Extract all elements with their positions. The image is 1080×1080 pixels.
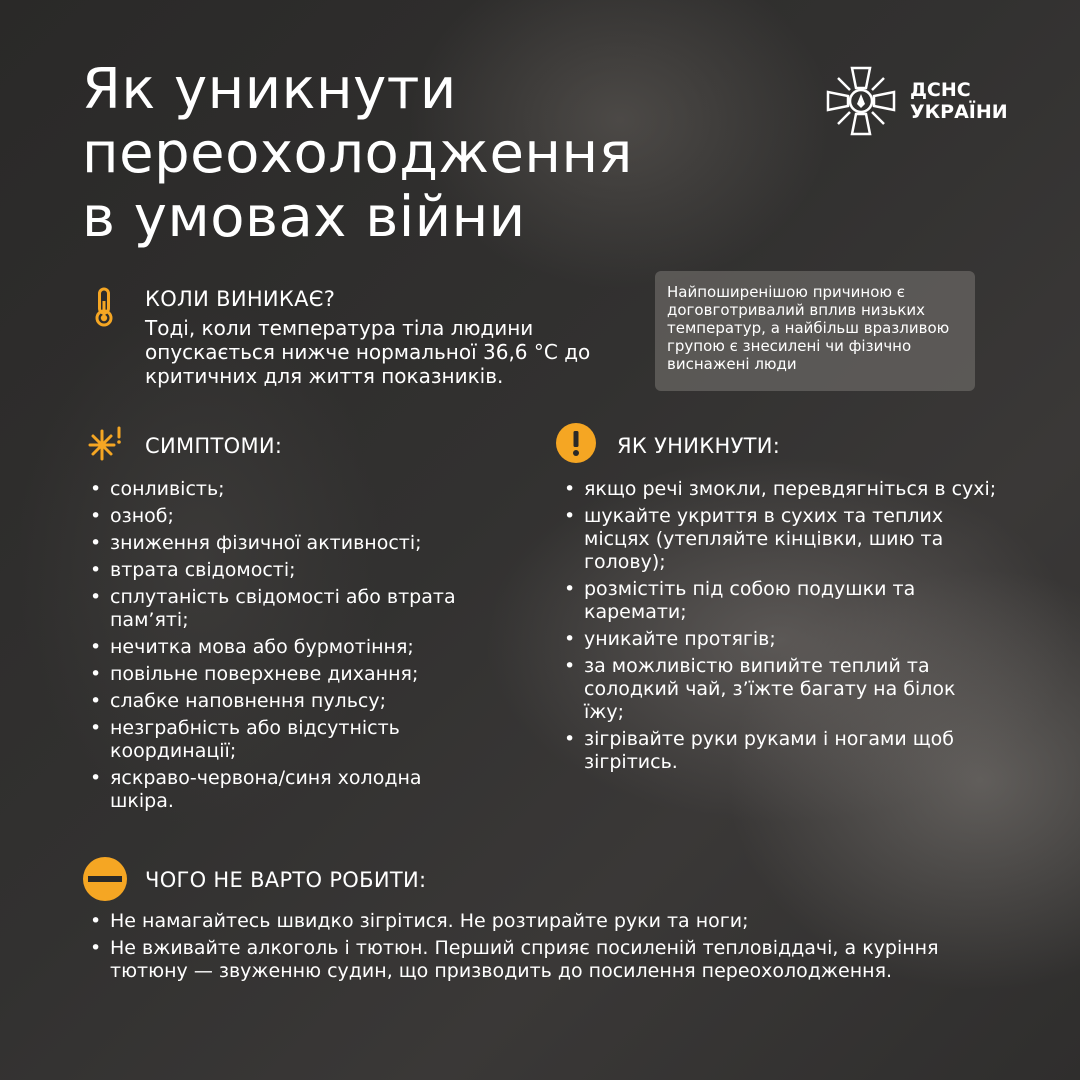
list-item: • Не намагайтесь швидко зігрітися. Не розтирайте руки та ноги; (86, 910, 986, 933)
list-item: • нечитка мова або бурмотіння; (86, 636, 486, 659)
title-line-1: Як уникнути (82, 57, 457, 122)
list-item: • сплутаність свідомості або втрата пам’яті; (86, 586, 486, 632)
list-item: • сонливість; (86, 478, 486, 501)
list-item: • уникайте протягів; (560, 628, 1000, 651)
page-title (82, 58, 633, 250)
list-item: • за можливістю випийте теплий та солодкий чай, з’їжте багату на білок їжу; (560, 655, 1000, 724)
list-item: • незграбність або відсутність координації; (86, 717, 486, 763)
list-item: • озноб; (86, 505, 486, 528)
list-item: • розмістіть під собою подушки та каремати; (560, 578, 1000, 624)
symptoms-list (86, 478, 486, 817)
list-item: • зігрівайте руки руками і ногами щоб зігрітись. (560, 728, 1000, 774)
list-item: • зниження фізичної активності; (86, 532, 486, 555)
when-text: Тоді, коли температура тіла людини опускається нижче нормальної 36,6 °С до критичних для життя показників. (145, 316, 591, 388)
dont-list (86, 910, 986, 987)
snowflake-icon (84, 425, 124, 465)
avoid-heading: ЯК УНИКНУТИ: (617, 434, 781, 458)
minus-circle-icon (83, 857, 127, 901)
list-item: • шукайте укриття в сухих та теплих місцях (утепляйте кінцівки, шию та голову); (560, 505, 1000, 574)
logo-line-2: УКРАЇНИ (910, 101, 1008, 123)
dsns-emblem-icon (826, 66, 896, 136)
list-item: • Не вживайте алкоголь і тютюн. Перший сприяє посиленій тепловіддачі, а куріння тютюну — звуженню судин, що призводить до посилення переохолодження. (86, 937, 986, 983)
list-item: • яскраво-червона/синя холодна шкіра. (86, 767, 486, 813)
list-item: • якщо речі змокли, перевдягніться в сухі; (560, 478, 1000, 501)
exclamation-icon (556, 423, 596, 463)
list-item: • слабке наповнення пульсу; (86, 690, 486, 713)
title-line-3: в умовах війни (82, 185, 526, 250)
list-item: • втрата свідомості; (86, 559, 486, 582)
symptoms-heading: СИМПТОМИ: (145, 434, 283, 458)
dsns-logo (826, 66, 1006, 136)
when-heading: КОЛИ ВИНИКАЄ? (145, 287, 336, 311)
thermometer-icon (92, 287, 116, 327)
avoid-list (560, 478, 1000, 778)
dont-heading: ЧОГО НЕ ВАРТО РОБИТИ: (145, 868, 427, 892)
title-line-2: переохолодження (82, 121, 633, 186)
list-item: • повільне поверхневе дихання; (86, 663, 486, 686)
logo-line-1: ДСНС (910, 79, 971, 101)
info-note: Найпоширенішою причиною є договготривалий вплив низьких температур, а найбільш вразливою групою є знесилені чи фізично виснажені люди (655, 271, 975, 391)
